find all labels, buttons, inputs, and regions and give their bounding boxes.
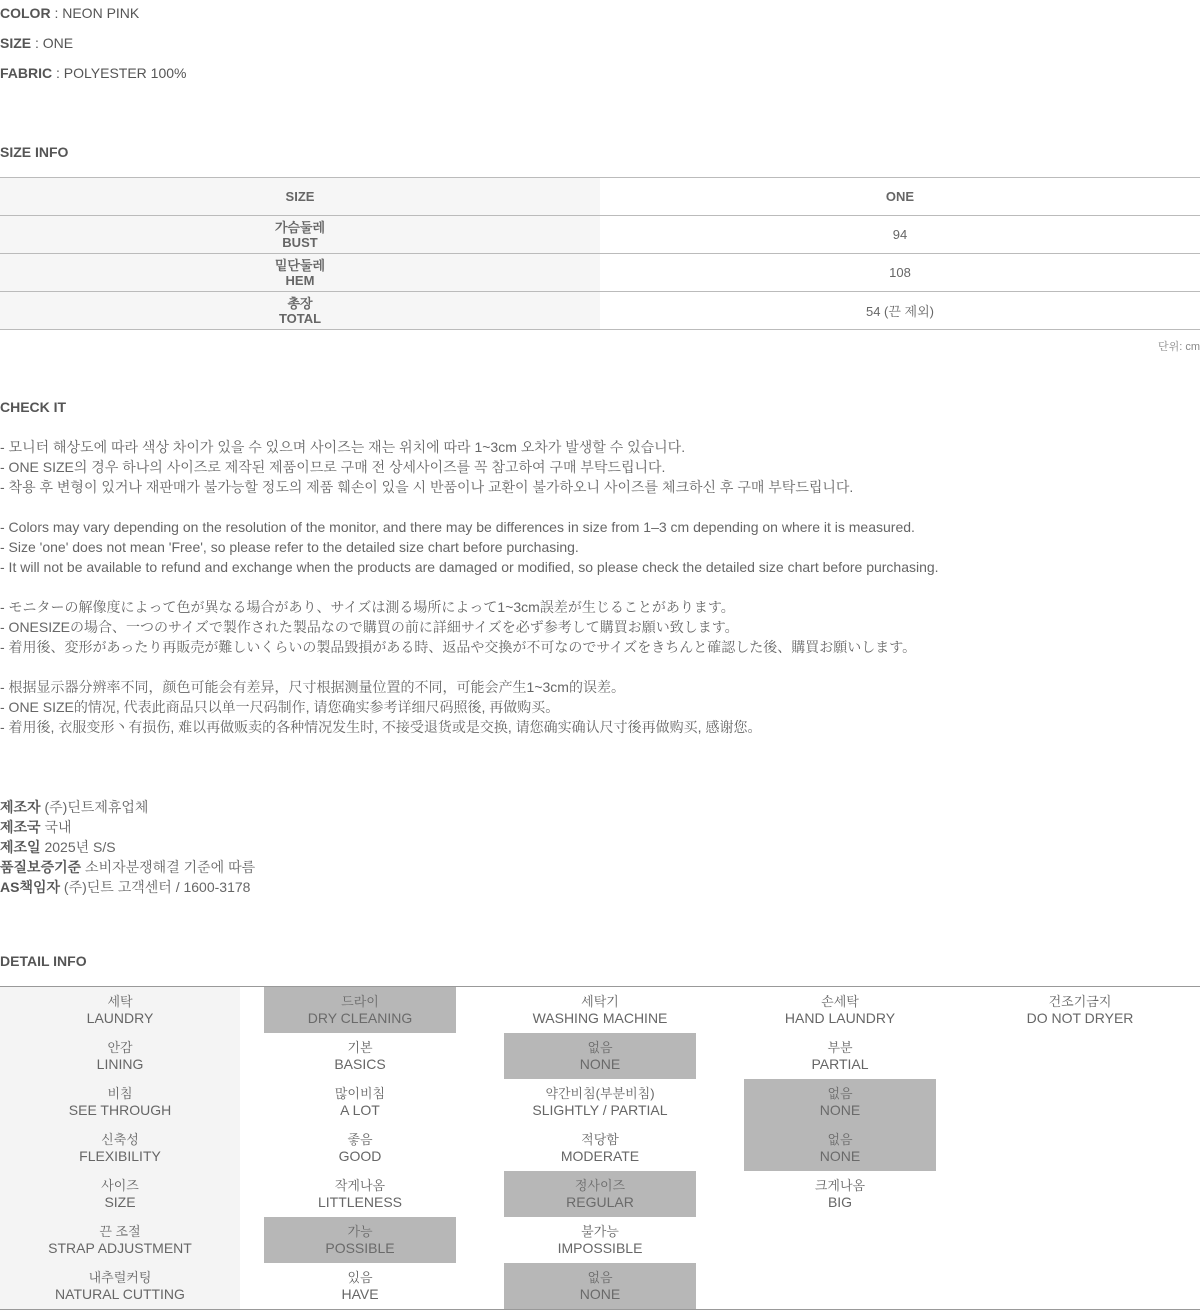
size-row-ko: 밑단둘레 (274, 257, 326, 273)
note-line: - Size 'one' does not mean 'Free', so please refer to the detailed size chart before purchasing. (0, 539, 579, 555)
spec-color: COLOR : NEON PINK (0, 5, 140, 21)
detail-option-en: WASHING MACHINE (532, 1010, 668, 1026)
detail-row (0, 1263, 1200, 1309)
spec-color-label: COLOR (0, 5, 51, 21)
size-table-header (0, 177, 1200, 215)
size-row-en: HEM (285, 272, 315, 288)
detail-option-ko: 부분 (827, 1040, 853, 1055)
size-row-bust (0, 215, 1200, 253)
manufacturer-info (0, 797, 255, 897)
note-line: - Colors may vary depending on the resolution of the monitor, and there may be differences in size from 1–3 cm depending on where it is measured. (0, 519, 915, 535)
size-row-total (0, 291, 1200, 330)
detail-option-ko: 정사이즈 (574, 1178, 626, 1193)
check-it-title: CHECK IT (0, 399, 67, 415)
size-row-value: 54 (끈 제외) (865, 304, 935, 319)
detail-head-en: LINING (96, 1056, 144, 1072)
detail-option-ko: 크게나옴 (814, 1178, 866, 1193)
detail-row-head (0, 1217, 240, 1263)
maker-value: (주)딘트제휴업체 (44, 799, 149, 815)
detail-option (984, 987, 1176, 1033)
note-line: - モニターの解像度によって色が異なる場合があり、サイズは測る場所によって1~3cm誤差が生じることがあります。 (0, 599, 735, 615)
size-row-head (0, 216, 600, 253)
detail-row-head (0, 1263, 240, 1309)
spec-fabric-value: POLYESTER 100% (63, 65, 187, 81)
detail-head-en: FLEXIBILITY (79, 1148, 161, 1164)
detail-option-ko: 없음 (587, 1040, 613, 1055)
note-line: - ONE SIZE의 경우 하나의 사이즈로 제작된 제품이므로 구매 전 상세사이즈를 꼭 참고하여 구매 부탁드립니다. (0, 459, 666, 475)
size-info-title: SIZE INFO (0, 144, 69, 160)
maker-line (0, 797, 255, 817)
detail-option-ko: 세탁기 (581, 994, 619, 1009)
detail-option-en: NONE (579, 1286, 621, 1302)
detail-option-selected (504, 1171, 696, 1217)
detail-option (744, 987, 936, 1033)
detail-option-en: LITTLENESS (317, 1194, 403, 1210)
detail-option-selected (744, 1079, 936, 1125)
note-line: - ONE SIZE的情况, 代表此商品只以单一尺码制作, 请您确实参考详细尺码照後, 再做购买。 (0, 699, 560, 715)
detail-head-ko: 비침 (107, 1086, 133, 1101)
detail-head-en: SIZE (104, 1194, 136, 1210)
notes-korean (0, 437, 853, 497)
detail-option-en: REGULAR (566, 1194, 634, 1210)
detail-option-ko: 건조기금지 (1048, 994, 1112, 1009)
detail-option-selected (504, 1033, 696, 1079)
detail-row (0, 1125, 1200, 1171)
detail-row-head (0, 1125, 240, 1171)
note-line: - It will not be available to refund and exchange when the products are damaged or modified, so please check the detailed size chart before purchasing. (0, 559, 939, 575)
detail-option-en: DRY CLEANING (307, 1010, 413, 1026)
note-line: - 着用後、変形があったり再販売が難しいくらいの製品毀損がある時、返品や交換が不可なのでサイズをきちんと確認した後、購買お願いします。 (0, 639, 917, 655)
detail-option-en: NONE (819, 1148, 861, 1164)
size-row-ko: 총장 (287, 295, 313, 311)
detail-option-en: DO NOT DRYER (1026, 1010, 1134, 1026)
detail-option-en: POSSIBLE (325, 1240, 395, 1256)
detail-option-ko: 불가능 (581, 1224, 619, 1239)
spec-color-value: NEON PINK (62, 5, 140, 21)
detail-row-head (0, 1171, 240, 1217)
size-row-value: 108 (889, 265, 911, 280)
detail-head-ko: 세탁 (107, 994, 133, 1009)
detail-option (744, 1033, 936, 1079)
size-header-value: ONE (885, 189, 915, 204)
detail-option-ko: 없음 (827, 1132, 853, 1147)
maker-value: 소비자분쟁해결 기준에 따름 (85, 859, 256, 875)
size-row-en: BUST (282, 234, 318, 250)
detail-head-ko: 신축성 (101, 1132, 139, 1147)
maker-label: AS책임자 (0, 879, 61, 895)
detail-option-en: IMPOSSIBLE (557, 1240, 643, 1256)
detail-option-ko: 약간비침(부분비침) (545, 1086, 655, 1101)
detail-row-head (0, 1079, 240, 1125)
detail-head-ko: 사이즈 (101, 1178, 139, 1193)
detail-option (264, 1263, 456, 1309)
detail-option (264, 1171, 456, 1217)
detail-option-ko: 없음 (587, 1270, 613, 1285)
maker-label: 제조자 (0, 799, 41, 815)
detail-option (264, 1079, 456, 1125)
detail-head-en: NATURAL CUTTING (55, 1286, 185, 1302)
maker-line (0, 837, 255, 857)
maker-label: 제조국 (0, 819, 41, 835)
detail-option-selected (264, 1217, 456, 1263)
detail-head-en: LAUNDRY (86, 1010, 154, 1026)
detail-head-ko: 끈 조절 (99, 1224, 141, 1239)
detail-head-ko: 안감 (107, 1040, 133, 1055)
detail-row (0, 1171, 1200, 1217)
note-line: - 모니터 해상도에 따라 색상 차이가 있을 수 있으며 사이즈는 재는 위치에 따라 1~3cm 오차가 발생할 수 있습니다. (0, 439, 686, 455)
note-line: - ONESIZEの場合、一つのサイズで製作された製品なので購買の前に詳細サイズを必ず参考して購買お願い致します。 (0, 619, 739, 635)
detail-option-en: HAND LAUNDRY (784, 1010, 896, 1026)
spec-fabric: FABRIC : POLYESTER 100% (0, 65, 187, 81)
note-line: - 根据显示器分辨率不同，颜色可能会有差异，尺寸根据测量位置的不同，可能会产生1~3cm的误差。 (0, 679, 625, 695)
note-line: - 着用後, 衣服变形丶有损伤, 难以再做贩卖的各种情况发生时, 不接受退货或是交换, 请您确实确认尺寸後再做购买, 感谢您。 (0, 719, 762, 735)
detail-option (264, 1033, 456, 1079)
maker-line (0, 857, 255, 877)
detail-row (0, 1217, 1200, 1263)
spec-size-label: SIZE (0, 35, 32, 51)
notes-japanese (0, 597, 916, 657)
maker-line (0, 817, 255, 837)
detail-option (264, 1125, 456, 1171)
detail-option-en: PARTIAL (811, 1056, 869, 1072)
detail-head-en: SEE THROUGH (68, 1102, 172, 1118)
detail-row (0, 1033, 1200, 1079)
detail-row (0, 987, 1200, 1033)
detail-option-ko: 많이비침 (334, 1086, 386, 1101)
detail-row-head (0, 1033, 240, 1079)
detail-option-en: BIG (827, 1194, 853, 1210)
detail-option-en: MODERATE (560, 1148, 640, 1164)
detail-option-en: GOOD (338, 1148, 382, 1164)
detail-info-title: DETAIL INFO (0, 953, 87, 969)
detail-option-ko: 작게나옴 (334, 1178, 386, 1193)
maker-value: 2025년 S/S (44, 839, 116, 855)
detail-option (504, 1217, 696, 1263)
detail-option-selected (744, 1125, 936, 1171)
maker-value: (주)딘트 고객센터 / 1600-3178 (63, 879, 251, 895)
notes-english (0, 517, 939, 577)
size-header-label: SIZE (0, 178, 600, 215)
detail-option (744, 1171, 936, 1217)
detail-option-ko: 있음 (347, 1270, 373, 1285)
detail-option-ko: 기본 (347, 1040, 373, 1055)
size-table (0, 177, 1200, 330)
detail-option-en: NONE (819, 1102, 861, 1118)
spec-fabric-label: FABRIC (0, 65, 53, 81)
detail-option-ko: 적당함 (581, 1132, 619, 1147)
detail-option-ko: 손세탁 (821, 994, 859, 1009)
detail-option-ko: 없음 (827, 1086, 853, 1101)
size-row-head (0, 292, 600, 329)
detail-option-en: NONE (579, 1056, 621, 1072)
detail-option-en: HAVE (341, 1286, 379, 1302)
size-row-en: TOTAL (278, 310, 322, 326)
detail-option-en: BASICS (334, 1056, 386, 1072)
detail-row-head (0, 987, 240, 1033)
notes-chinese (0, 677, 761, 737)
spec-size: SIZE : ONE (0, 35, 74, 51)
detail-option-en: A LOT (340, 1102, 380, 1118)
detail-option (504, 1125, 696, 1171)
detail-option-ko: 가능 (347, 1224, 373, 1239)
maker-value: 국내 (44, 819, 72, 835)
detail-option (504, 1079, 696, 1125)
detail-grid (0, 986, 1200, 1310)
unit-note: 단위: cm (1157, 341, 1200, 353)
detail-option-en: SLIGHTLY / PARTIAL (532, 1102, 668, 1118)
detail-option (504, 987, 696, 1033)
maker-line (0, 877, 255, 897)
size-row-head (0, 254, 600, 291)
detail-option-selected (264, 987, 456, 1033)
detail-option-selected (504, 1263, 696, 1309)
maker-label: 제조일 (0, 839, 41, 855)
detail-option-ko: 좋음 (347, 1132, 373, 1147)
detail-head-ko: 내추럴커팅 (88, 1270, 152, 1285)
note-line: - 착용 후 변형이 있거나 재판매가 불가능할 정도의 제품 훼손이 있을 시 반품이나 교환이 불가하오니 사이즈를 체크하신 후 구매 부탁드립니다. (0, 479, 854, 495)
spec-size-value: ONE (42, 35, 74, 51)
detail-row (0, 1079, 1200, 1125)
size-row-hem (0, 253, 1200, 291)
detail-option-ko: 드라이 (341, 994, 379, 1009)
size-row-ko: 가슴둘레 (274, 219, 326, 235)
detail-head-en: STRAP ADJUSTMENT (48, 1240, 192, 1256)
size-row-value: 94 (892, 227, 908, 242)
maker-label: 품질보증기준 (0, 859, 82, 875)
